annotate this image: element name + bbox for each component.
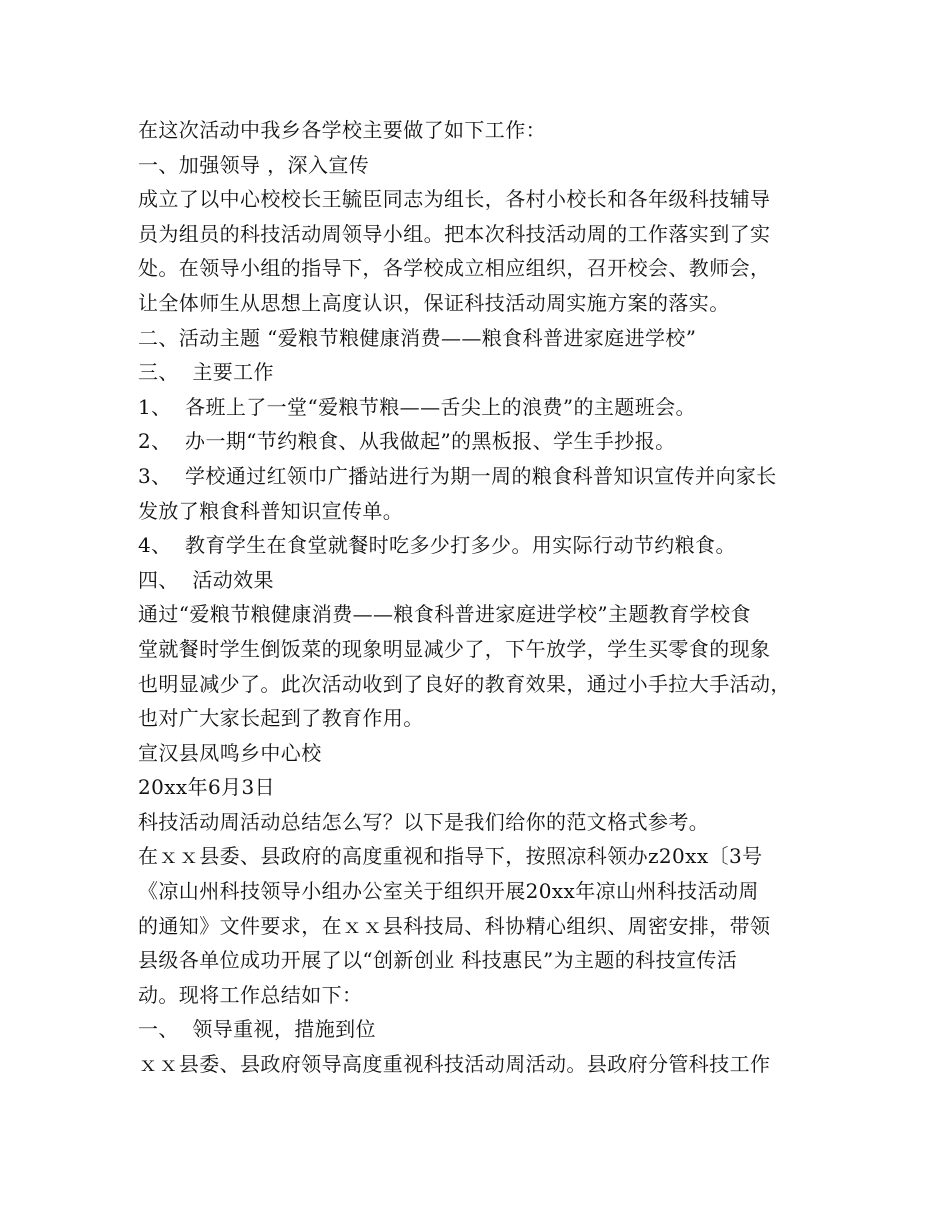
section-heading: 一、 领导重视，措施到位 (138, 1017, 376, 1042)
list-item: 2、 办一期“节约粮食、从我做起”的黑板报、学生手抄报。 (138, 429, 676, 454)
section-heading: 一、加强领导 ，深入宣传 (138, 152, 370, 177)
text-line: 员为组员的科技活动周领导小组。把本次科技活动周的工作落实到了实 (138, 221, 771, 246)
text-line: 也明显减少了。此次活动收到了良好的教育效果，通过小手拉大手活动， (138, 671, 791, 696)
text-line: 科技活动周活动总结怎么写？以下是我们给你的范文格式参考。 (138, 809, 710, 834)
text-line: 在ｘｘ县委、县政府的高度重视和指导下，按照凉科领办z20xx〔3号 (138, 844, 763, 869)
text-line: 处。在领导小组的指导下，各学校成立相应组织，召开校会、教师会， (138, 256, 771, 281)
section-heading: 三、 主要工作 (138, 360, 274, 385)
text-line: 发放了粮食科普知识宣传单。 (138, 498, 404, 523)
signature-date: 20xx年6月3日 (138, 775, 276, 800)
text-line: 堂就餐时学生倒饭菜的现象明显减少了，下午放学，学生买零食的现象 (138, 636, 771, 661)
text-line: 成立了以中心校校长王毓臣同志为组长，各村小校长和各年级科技辅导 (138, 187, 771, 212)
section-heading: 四、 活动效果 (138, 567, 274, 592)
text-line: 县级各单位成功开展了以“创新创业 科技惠民”为主题的科技宣传活 (138, 948, 738, 973)
text-line: 让全体师生从思想上高度认识，保证科技活动周实施方案的落实。 (138, 290, 730, 315)
text-line: 动。现将工作总结如下： (138, 982, 363, 1007)
section-heading: 二、活动主题 “爱粮节粮健康消费——粮食科普进家庭进学校” (138, 325, 697, 350)
text-line: ｘｘ县委、县政府领导高度重视科技活动周活动。县政府分管科技工作 (138, 1052, 771, 1077)
text-line: 也对广大家长起到了教育作用。 (138, 706, 424, 731)
text-line: 在这次活动中我乡各学校主要做了如下工作： (138, 118, 546, 142)
text-line: 通过“爱粮节粮健康消费——粮食科普进家庭进学校”主题教育学校食 (138, 602, 751, 627)
list-item: 1、 各班上了一堂“爱粮节粮——舌尖上的浪费”的主题班会。 (138, 394, 696, 419)
text-line: 的通知》文件要求，在ｘｘ县科技局、科协精心组织、周密安排，带领 (138, 913, 771, 938)
document-body (138, 113, 828, 1082)
list-item: 4、 教育学生在食堂就餐时吃多少打多少。用实际行动节约粮食。 (138, 533, 736, 558)
text-line: 《凉山州科技领导小组办公室关于组织开展20xx年凉山州科技活动周 (138, 879, 759, 904)
signature-org: 宣汉县凤鸣乡中心校 (138, 740, 322, 765)
list-item: 3、 学校通过红领巾广播站进行为期一周的粮食科普知识宣传并向家长 (138, 463, 777, 488)
